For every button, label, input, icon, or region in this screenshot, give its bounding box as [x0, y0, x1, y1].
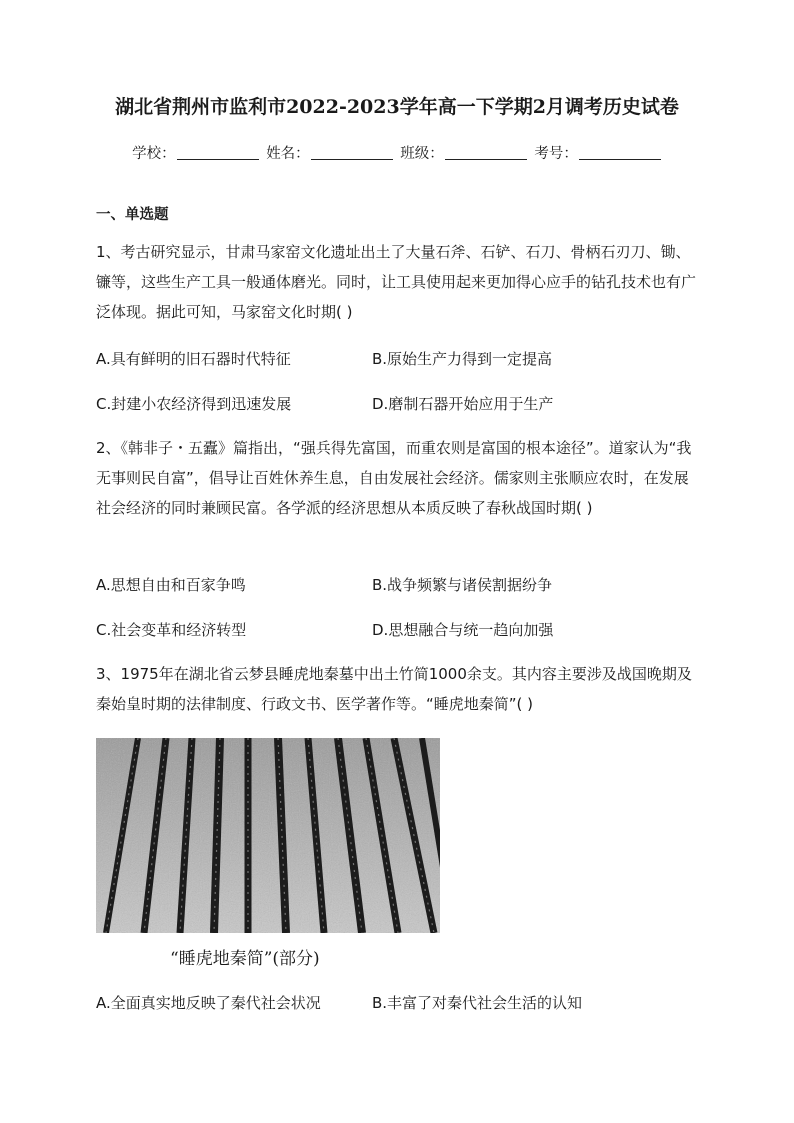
- name-label: 姓名：: [266, 146, 310, 162]
- exam-no-label: 考号：: [534, 146, 578, 162]
- school-blank: [177, 159, 259, 160]
- question-1-option-d[interactable]: D.磨制石器开始应用于生产: [372, 395, 554, 413]
- question-2-stem: 2、《韩非子・五蠹》篇指出，“强兵得先富国，而重农则是富国的根本途径”。道家认为“我无事则民自富”，倡导让百姓休养生息，自由发展社会经济。儒家则主张顺应农时，在发展社会经济的同时兼顾民富。各学派的经济思想从本质反映了春秋战国时期( ): [96, 439, 692, 517]
- class-blank: [445, 159, 527, 160]
- question-2-option-a[interactable]: A.思想自由和百家争鸣: [96, 576, 246, 594]
- exam-title: 湖北省荆州市监利市2022-2023学年高一下学期2月调考历史试卷: [115, 96, 679, 118]
- question-2-option-c[interactable]: C.社会变革和经济转型: [96, 621, 247, 639]
- bamboo-slips-photo: [96, 738, 440, 933]
- exam-no-blank: [579, 159, 661, 160]
- section-heading: 一、单选题: [96, 207, 169, 223]
- question-1-option-c[interactable]: C.封建小农经济得到迅速发展: [96, 395, 292, 413]
- name-blank: [311, 159, 393, 160]
- question-3-stem: 3、1975年在湖北省云梦县睡虎地秦墓中出土竹简1000余支。其内容主要涉及战国晚期及秦始皇时期的法律制度、行政文书、医学著作等。“睡虎地秦简”( ): [96, 665, 692, 713]
- question-2-option-d[interactable]: D.思想融合与统一趋向加强: [372, 621, 554, 639]
- question-1-stem: 1、考古研究显示，甘肃马家窑文化遗址出土了大量石斧、石铲、石刀、骨柄石刃刀、锄、镰等，这些生产工具一般通体磨光。同时，让工具使用起来更加得心应手的钻孔技术也有广泛体现。据此可知，马家窑文化时期( ): [96, 243, 697, 321]
- question-3-option-a[interactable]: A.全面真实地反映了秦代社会状况: [96, 994, 321, 1012]
- question-1-option-a[interactable]: A.具有鲜明的旧石器时代特征: [96, 350, 291, 368]
- bamboo-slips-image: [96, 738, 440, 933]
- student-info-row: [0, 142, 794, 163]
- school-label: 学校：: [132, 146, 176, 162]
- photo-caption: “睡虎地秦简”(部分): [170, 949, 320, 969]
- class-label: 班级：: [400, 146, 444, 162]
- question-2-option-b[interactable]: B.战争频繁与诸侯割据纷争: [372, 576, 553, 594]
- question-3-option-b[interactable]: B.丰富了对秦代社会生活的认知: [372, 994, 583, 1012]
- question-1-option-b[interactable]: B.原始生产力得到一定提高: [372, 350, 553, 368]
